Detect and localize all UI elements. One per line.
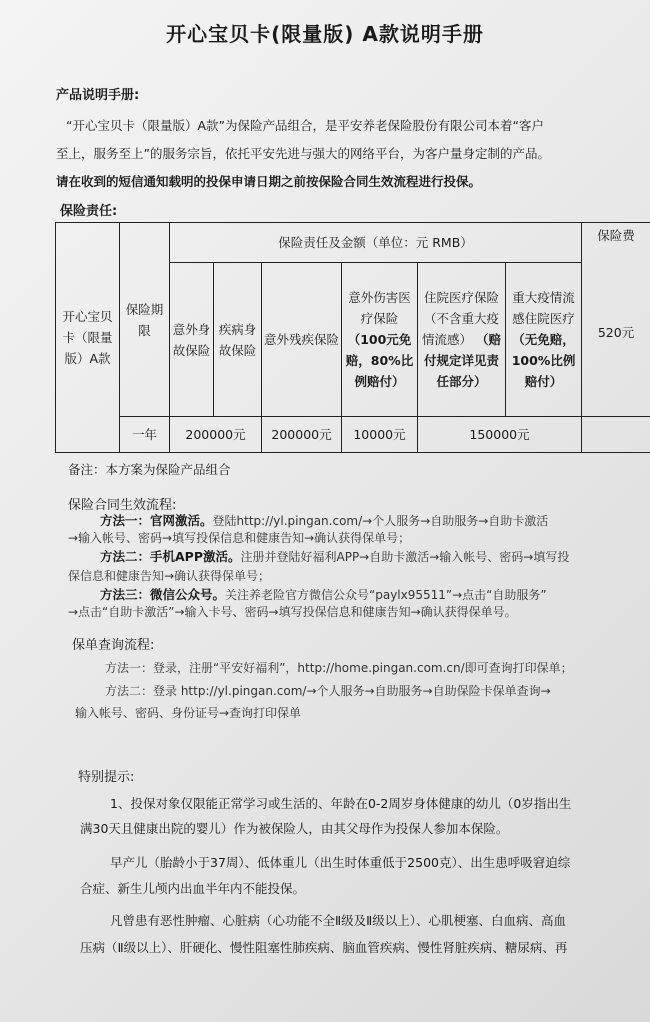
period-value: 一年 <box>131 427 157 442</box>
method-2-text: 注册并登陆好福利APP→自助卡激活→输入帐号、密码→填写投 <box>240 550 570 564</box>
method-3-label: 方法三：微信公众号。 <box>100 587 226 602</box>
col-disability: 意外残疾保险 <box>264 332 340 347</box>
method-2-label: 方法二：手机APP激活。 <box>100 549 241 564</box>
fee-header: 保险费 <box>597 228 635 243</box>
col-medical-note: （100元免赔，80%比例赔付） <box>345 332 414 389</box>
col-hospital-cell <box>418 263 506 417</box>
method-3-text: 关注养老险官方微信公众号“paylx95511”→点击“自助服务” <box>225 588 547 602</box>
method-3-text-cont: →点击“自助卡激活”→输入卡号、密码→填写投保信息和健康告知→确认获得保单号。 <box>68 605 517 619</box>
col-disability-cell <box>262 263 342 417</box>
fee-header-cell <box>582 223 650 417</box>
period-header: 保险期限 <box>125 301 164 338</box>
effective-heading: 保险合同生效流程: <box>68 498 177 513</box>
document-title: 开心宝贝卡(限量版) A款说明手册 <box>166 22 484 46</box>
product-name-cell <box>56 223 120 453</box>
query-method-2: 方法二：登录 http://yl.pingan.com/→个人服务→自助服务→自助保险卡保单查询→ <box>105 684 551 698</box>
query-method-2-cont: 输入帐号、密码、身份证号→查询打印保单 <box>75 706 302 720</box>
liability-table <box>55 222 650 453</box>
query-method-1: 方法一：登录，注册“平安好福利”，http://home.pingan.com.cn/即可查询打印保单； <box>105 661 573 675</box>
disability-value: 200000元 <box>271 427 332 442</box>
col-hospital-note: （赔付规定详见责任部分） <box>423 332 501 389</box>
amount-header: 保险责任及金额（单位：元 RMB） <box>278 235 473 250</box>
special-heading: 特别提示: <box>78 770 135 785</box>
intro-line-2: 至上，服务至上”的服务宗旨，依托平安先进与强大的网络平台，为客户量身定制的产品。 <box>56 146 550 161</box>
col-accident-death-cell <box>170 263 214 417</box>
method-1-text-cont: →输入帐号、密码→填写投保信息和健康告知→确认获得保单号； <box>68 531 411 545</box>
period-value-cell <box>120 417 170 453</box>
col-medical-cell <box>342 263 418 417</box>
col-illness-death: 疾病身故保险 <box>218 321 257 358</box>
col-epidemic-note: （无免赔，100%比例赔付） <box>511 332 576 389</box>
method-2-text-cont: 保信息和健康告知→确认获得保单号； <box>68 569 271 583</box>
product-name: 开心宝贝卡（限量版）A款 <box>62 309 113 366</box>
intro-heading: 产品说明手册: <box>56 88 140 103</box>
col-hospital: 住院医疗保险（不含重大疫情流感） <box>421 290 499 347</box>
liability-heading: 保险责任: <box>60 204 118 219</box>
intro-notice: 请在收到的短信通知载明的投保申请日期之前按保险合同生效流程进行投保。 <box>56 174 482 189</box>
col-illness-death-cell <box>214 263 262 417</box>
special-p3-line2: 压病（Ⅱ级以上）、肝硬化、慢性阻塞性肺疾病、脑血管疾病、慢性肾脏疾病、糖尿病、再 <box>80 940 568 955</box>
method-1-text: 登陆http://yl.pingan.com/→个人服务→自助服务→自助卡激活 <box>212 514 549 528</box>
col-epidemic: 重大疫情流感住院医疗 <box>512 290 575 326</box>
medical-value: 10000元 <box>353 427 406 442</box>
special-p1-line1: 1、投保对象仅限能正常学习或生活的、年龄在0-2周岁身体健康的幼儿（0岁指出生 <box>110 796 572 811</box>
fee-value-cell <box>582 325 650 453</box>
hospital-value: 150000元 <box>469 427 530 442</box>
death-value: 200000元 <box>185 427 246 442</box>
intro-line-1: “开心宝贝卡（限量版）A款”为保险产品组合，是平安养老保险股份有限公司本着“客户 <box>66 118 544 133</box>
special-p1-line2: 满30天且健康出院的婴儿）作为被保险人，由其父母作为投保人参加本保险。 <box>80 821 509 836</box>
query-heading: 保单查询流程: <box>72 638 155 653</box>
death-value-cell <box>170 417 262 453</box>
special-p2-line2: 合症、新生儿颅内出血半年内不能投保。 <box>80 881 306 896</box>
col-medical: 意外伤害医疗保险 <box>348 290 411 326</box>
special-p3-line1: 凡曾患有恶性肿瘤、心脏病（心功能不全Ⅱ级及Ⅱ级以上）、心肌梗塞、白血病、高血 <box>110 913 567 928</box>
fee-value: 520元 <box>597 325 635 340</box>
col-epidemic-cell <box>506 263 582 417</box>
medical-value-cell <box>342 417 418 453</box>
col-accident-death: 意外身故保险 <box>172 321 211 358</box>
period-header-cell <box>120 223 170 417</box>
hospital-value-cell <box>418 417 582 453</box>
table-note: 备注：本方案为保险产品组合 <box>68 462 231 477</box>
special-p2-line1: 早产儿（胎龄小于37周）、低体重儿（出生时体重低于2500克）、出生患呼吸窘迫综 <box>110 855 571 870</box>
method-1-label: 方法一：官网激活。 <box>100 513 213 528</box>
disability-value-cell <box>262 417 342 453</box>
amount-header-cell <box>170 223 582 263</box>
